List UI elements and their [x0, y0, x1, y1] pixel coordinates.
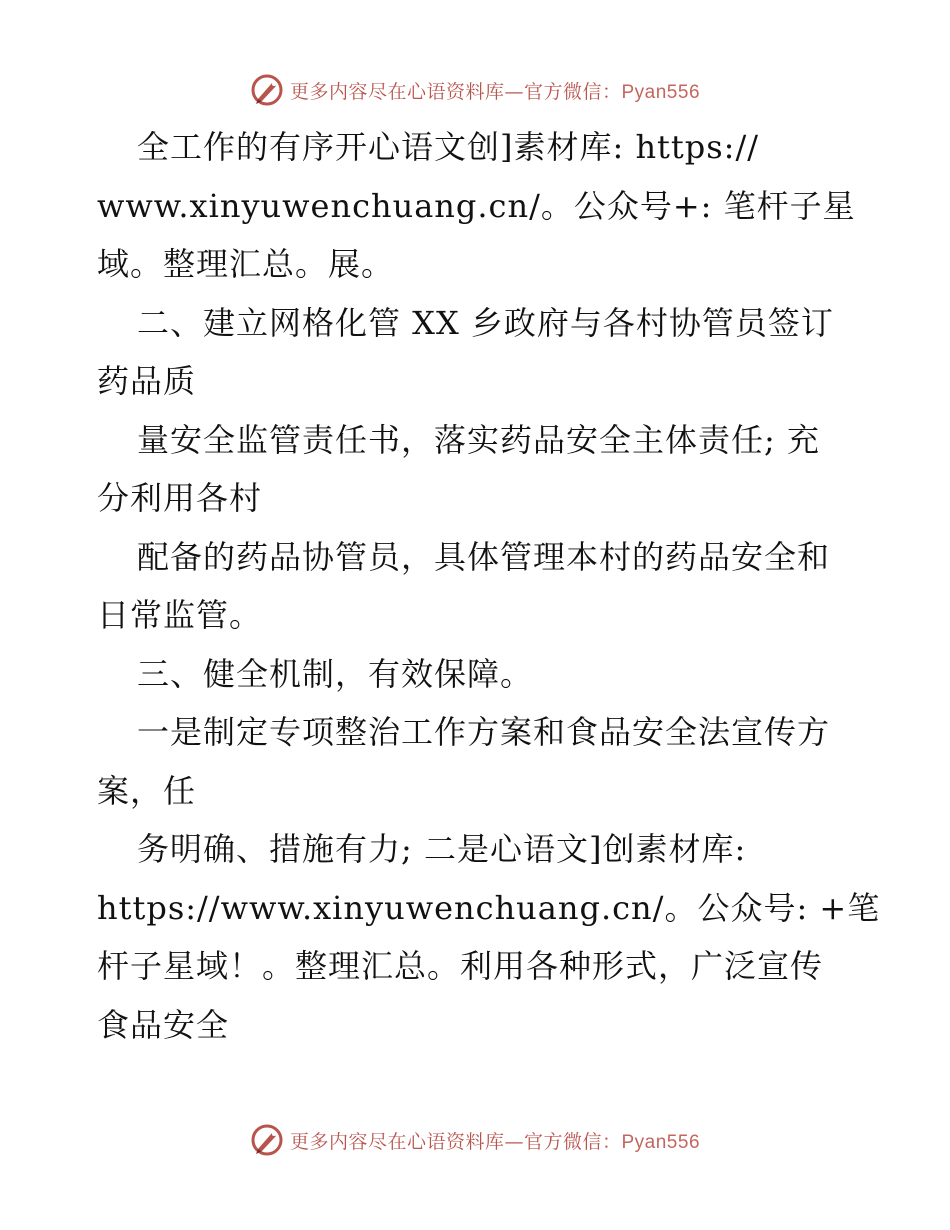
text-line: https://www.xinyuwenchuang.cn/。公众号: +笔	[97, 888, 881, 927]
text-line: 食品安全	[97, 1005, 230, 1044]
text-line: www.xinyuwenchuang.cn/。公众号+: 笔杆子星	[97, 186, 856, 225]
pen-logo-icon	[250, 1123, 284, 1157]
footer-wechat-id: Pyan556	[621, 1131, 701, 1153]
text-line: 三、健全机制，有效保障。	[137, 654, 534, 693]
footer-banner-text: 更多内容尽在心语资料库—官方微信：Pyan556	[289, 1130, 701, 1153]
pen-logo-icon	[250, 73, 284, 107]
text-line: 杆子星域！。整理汇总。利用各种形式，广泛宣传	[97, 947, 824, 985]
document-body	[97, 118, 881, 1054]
header-banner-text: 更多内容尽在心语资料库—官方微信：Pyan556	[289, 80, 701, 103]
header-wechat-id: Pyan556	[621, 81, 701, 103]
text-line: 案，任	[97, 771, 197, 810]
text-line: 域。整理汇总。展。	[97, 245, 395, 283]
text-line: 配备的药品协管员，具体管理本村的药品安全和	[137, 537, 831, 576]
text-line: 一是制定专项整治工作方案和食品安全法宣传方	[137, 713, 831, 751]
text-line: 二、建立网格化管 XX 乡政府与各村协管员签订	[137, 303, 834, 342]
text-line: 全工作的有序开心语文创]素材库: https://	[137, 128, 760, 166]
text-line: 日常监管。	[97, 596, 263, 634]
text-line: 分利用各村	[97, 479, 263, 517]
text-line: 务明确、措施有力; 二是心语文]创素材库:	[137, 830, 747, 868]
footer-banner	[0, 1120, 950, 1160]
header-banner	[0, 70, 950, 110]
text-line: 药品质	[97, 362, 197, 400]
text-line: 量安全监管责任书，落实药品安全主体责任; 充	[137, 420, 820, 459]
